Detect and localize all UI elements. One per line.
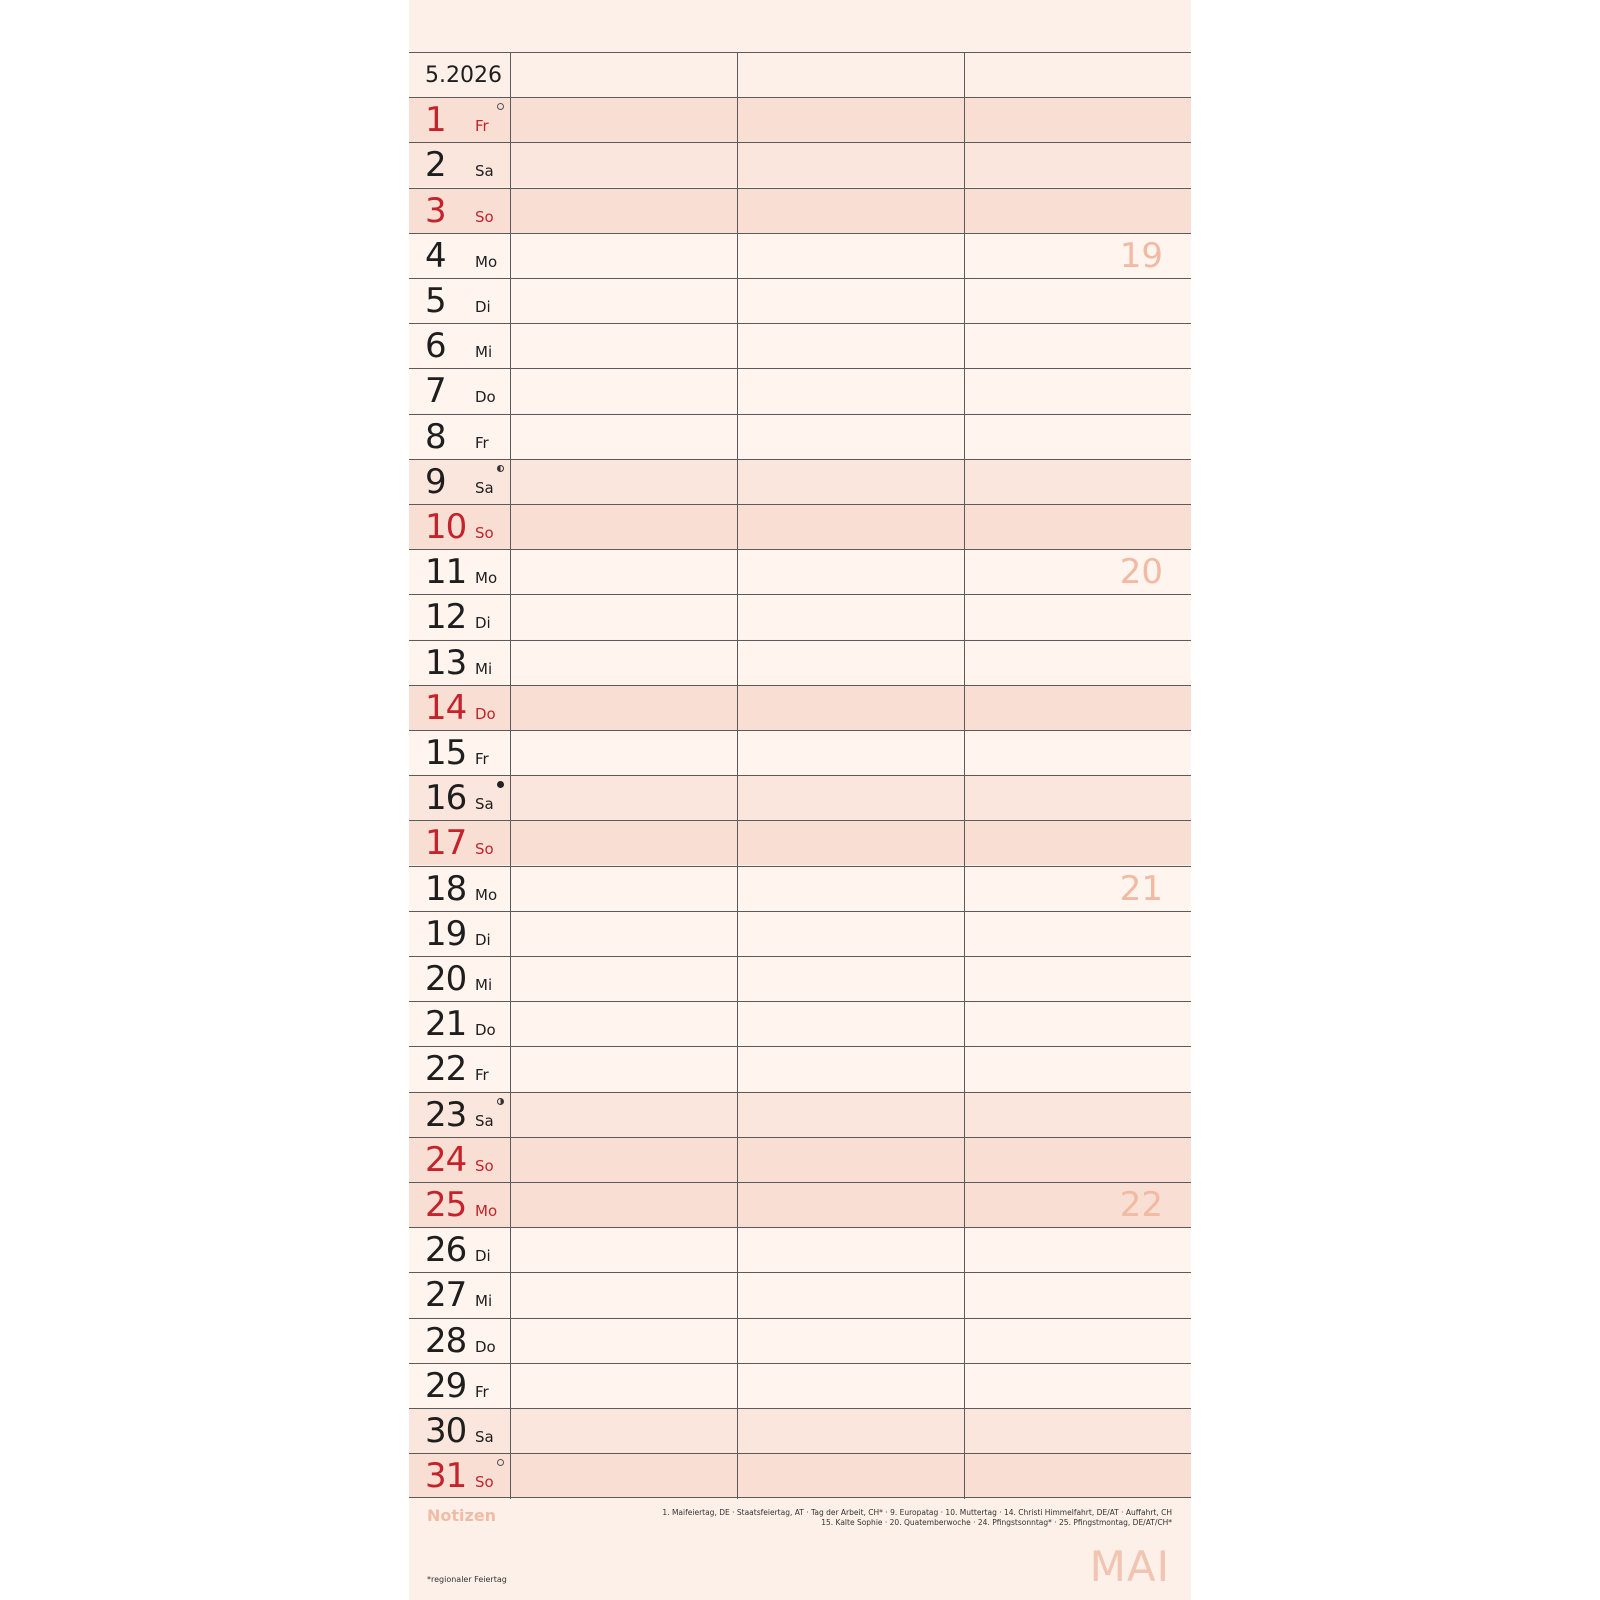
day-row[interactable]: [409, 685, 1191, 730]
day-row[interactable]: [409, 866, 1191, 911]
week-number: 20: [1119, 552, 1163, 593]
weekday-label: Mo: [475, 885, 498, 904]
weekday-label: Di: [475, 1247, 491, 1266]
day-row[interactable]: [409, 1046, 1191, 1091]
weekday-label: Mi: [475, 343, 493, 362]
day-number: 22: [425, 1049, 467, 1090]
day-number: 2: [425, 145, 446, 186]
weekday-label: So: [475, 1473, 494, 1492]
day-number: 7: [425, 371, 446, 412]
weekday-label: So: [475, 207, 494, 226]
day-row[interactable]: [409, 1318, 1191, 1363]
day-number: 17: [425, 823, 467, 864]
weekday-label: So: [475, 840, 494, 859]
weekday-label: Mi: [475, 659, 493, 678]
day-number: 1: [425, 100, 446, 141]
moon-phase-icon: [497, 781, 504, 788]
weekday-label: Sa: [475, 1111, 494, 1130]
weekday-label: So: [475, 1156, 494, 1175]
day-row[interactable]: [409, 323, 1191, 368]
weekday-label: Di: [475, 298, 491, 316]
weekday-label: Mo: [475, 569, 498, 588]
weekday-label: Sa: [475, 1428, 494, 1446]
weekday-label: Mo: [475, 252, 498, 271]
notes-label: Notizen: [427, 1506, 497, 1525]
day-number: 20: [425, 959, 467, 999]
day-row[interactable]: [409, 1092, 1191, 1137]
moon-phase-icon: [497, 1459, 504, 1466]
weekday-label: Di: [475, 614, 491, 633]
holiday-line: 15. Kalte Sophie · 20. Quatemberwoche · 24. Pfingstsonntag* · 25. Pfingstmontag, DE/AT/CH*: [821, 1518, 1172, 1527]
day-number: 24: [425, 1139, 467, 1180]
day-row[interactable]: [409, 459, 1191, 504]
day-row[interactable]: [409, 1453, 1191, 1498]
day-number: 16: [425, 778, 467, 819]
day-number: 10: [425, 507, 467, 547]
day-number: 14: [425, 687, 467, 728]
day-number: 19: [425, 913, 467, 954]
weekday-label: Di: [475, 930, 491, 949]
regional-note: *regionaler Feiertag: [427, 1575, 507, 1584]
day-row[interactable]: [409, 730, 1191, 775]
holiday-line: 1. Maifeiertag, DE · Staatsfeiertag, AT · Tag der Arbeit, CH* · 9. Europatag · 10. Muttertag · 14. Christi Himmelfahrt, DE/AT · Auffahrt, CH: [662, 1508, 1172, 1517]
week-number: 19: [1119, 235, 1163, 276]
day-row[interactable]: [409, 1227, 1191, 1272]
weekday-label: Do: [475, 704, 496, 723]
day-row[interactable]: [409, 278, 1191, 323]
moon-phase-icon: [497, 465, 504, 472]
day-row[interactable]: [409, 549, 1191, 594]
day-number: 11: [425, 552, 467, 593]
weekday-label: Sa: [475, 478, 494, 497]
day-row[interactable]: [409, 1182, 1191, 1227]
day-row[interactable]: [409, 414, 1191, 459]
weekday-label: Do: [475, 1021, 496, 1040]
weekday-label: Fr: [475, 117, 489, 136]
day-row[interactable]: [409, 820, 1191, 865]
day-row[interactable]: [409, 956, 1191, 1001]
weekday-label: Fr: [475, 1066, 489, 1085]
day-row[interactable]: [409, 1001, 1191, 1046]
day-number: 28: [425, 1320, 467, 1361]
day-number: 18: [425, 868, 467, 909]
weekday-label: Do: [475, 1337, 496, 1356]
weekday-label: Fr: [475, 433, 489, 452]
day-row[interactable]: [409, 142, 1191, 187]
day-row[interactable]: [409, 97, 1191, 142]
moon-phase-icon: [497, 1098, 504, 1105]
weekday-label: So: [475, 524, 494, 542]
day-number: 23: [425, 1094, 467, 1135]
weekday-label: Fr: [475, 750, 489, 768]
weekday-label: Fr: [475, 1382, 489, 1401]
column-divider: [510, 52, 511, 1499]
column-divider: [737, 52, 738, 1499]
moon-phase-icon: [497, 103, 504, 110]
day-number: 12: [425, 597, 467, 638]
holiday-list: [652, 1508, 1172, 1528]
day-number: 9: [425, 461, 446, 502]
day-number: 3: [425, 190, 446, 231]
day-number: 5: [425, 281, 446, 321]
day-row[interactable]: [409, 775, 1191, 820]
week-number: 21: [1119, 868, 1163, 909]
calendar-sheet: [409, 0, 1191, 1600]
day-number: 15: [425, 733, 467, 773]
day-row[interactable]: [409, 504, 1191, 549]
weekday-label: Do: [475, 388, 496, 407]
day-row[interactable]: [409, 1272, 1191, 1317]
day-row[interactable]: [409, 911, 1191, 956]
day-row[interactable]: [409, 188, 1191, 233]
week-number: 22: [1119, 1185, 1163, 1225]
header-row: [409, 52, 1191, 97]
day-number: 27: [425, 1275, 467, 1316]
day-row[interactable]: [409, 233, 1191, 278]
day-number: 26: [425, 1230, 467, 1271]
day-number: 6: [425, 326, 446, 367]
day-number: 30: [425, 1411, 467, 1451]
day-number: 29: [425, 1365, 467, 1406]
column-divider: [964, 52, 965, 1499]
day-row[interactable]: [409, 640, 1191, 685]
day-row[interactable]: [409, 1137, 1191, 1182]
day-number: 4: [425, 235, 446, 276]
weekday-label: Mi: [475, 976, 493, 994]
day-number: 13: [425, 642, 467, 683]
day-row[interactable]: [409, 594, 1191, 639]
weekday-label: Mo: [475, 1202, 498, 1220]
month-title: MAI: [1089, 1542, 1170, 1591]
day-number: 21: [425, 1004, 467, 1045]
day-number: 8: [425, 416, 446, 457]
month-year-label: 5.2026: [425, 63, 502, 88]
day-number: 25: [425, 1185, 467, 1225]
day-row[interactable]: [409, 1408, 1191, 1453]
weekday-label: Sa: [475, 795, 494, 814]
weekday-label: Sa: [475, 162, 494, 181]
day-row[interactable]: [409, 1363, 1191, 1408]
day-row[interactable]: [409, 368, 1191, 413]
weekday-label: Mi: [475, 1292, 493, 1311]
day-number: 31: [425, 1456, 467, 1497]
